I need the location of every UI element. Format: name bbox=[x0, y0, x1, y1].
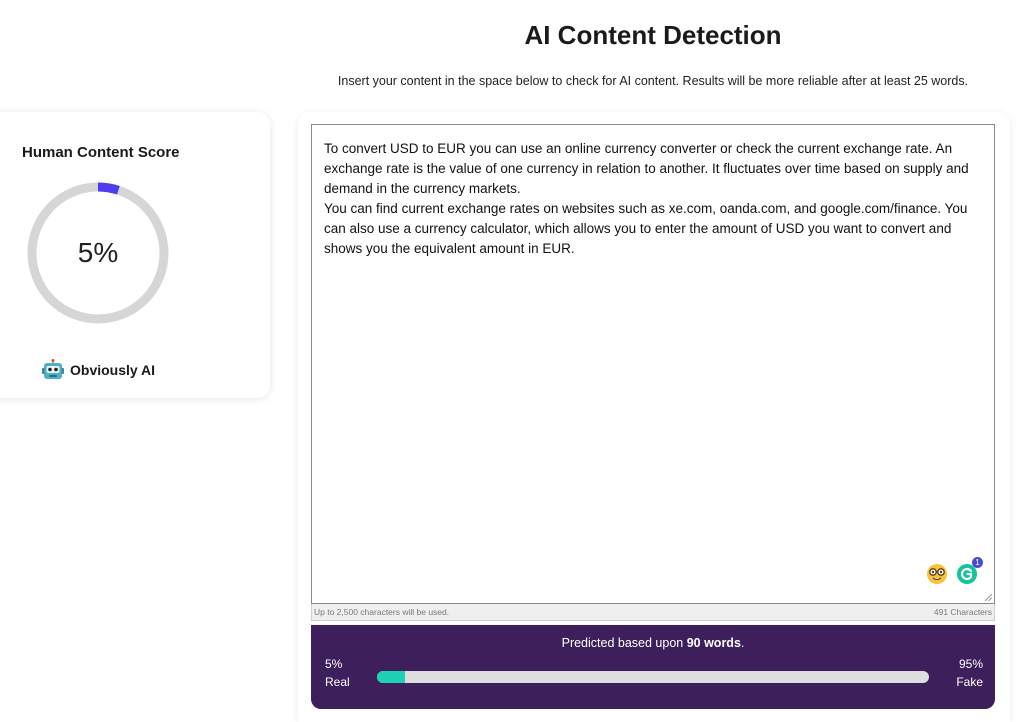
page-title: AI Content Detection bbox=[524, 20, 782, 50]
editor-meta-bar bbox=[311, 604, 995, 621]
fake-label: Fake bbox=[956, 675, 983, 689]
character-count: 491 Characters bbox=[933, 607, 992, 617]
fake-percent: 95% bbox=[958, 657, 983, 671]
grammarly-button[interactable] bbox=[956, 558, 980, 585]
robot-icon bbox=[42, 359, 64, 381]
real-indicator bbox=[325, 655, 350, 691]
nerd-face-icon[interactable] bbox=[926, 563, 948, 585]
verdict-label: Obviously AI bbox=[70, 362, 156, 378]
character-limit-note: Up to 2,500 characters will be used. bbox=[314, 607, 450, 617]
score-percent: 5% bbox=[77, 237, 119, 268]
page-subtitle: Insert your content in the space below to check for AI content. Results will be more reliable after at least 25 words. bbox=[337, 74, 969, 88]
content-text[interactable]: To convert USD to EUR you can use an online currency converter or check the current exchange rate. An exchange rate is the value of one currency in relation to another. It fluctuates over time based on supply and demand in the currency markets. You can find current exchange rates on websites such as xe.com, oanda.com, and google.com/finance. You can also use a currency calculator, which allows you to enter the amount of USD you want to convert and shows you the equivalent amount in EUR. bbox=[324, 141, 969, 256]
fake-indicator bbox=[956, 655, 983, 691]
verdict bbox=[42, 359, 155, 381]
grammarly-badge: 1 bbox=[972, 557, 983, 568]
real-percent: 5% bbox=[325, 657, 343, 671]
caption-suffix: . bbox=[740, 636, 745, 650]
human-score-card bbox=[0, 112, 270, 398]
score-card-title: Human Content Score bbox=[22, 144, 180, 161]
prediction-panel bbox=[311, 625, 995, 709]
caption-word-count: 90 words bbox=[686, 636, 741, 650]
content-textarea[interactable] bbox=[311, 124, 995, 604]
real-label: Real bbox=[325, 675, 350, 689]
real-fake-bar-fill bbox=[377, 671, 405, 683]
prediction-caption bbox=[311, 636, 995, 650]
extension-icons bbox=[926, 558, 980, 585]
resize-handle-icon[interactable] bbox=[984, 593, 992, 601]
real-fake-bar bbox=[377, 671, 929, 683]
caption-prefix: Predicted based upon bbox=[561, 636, 687, 650]
